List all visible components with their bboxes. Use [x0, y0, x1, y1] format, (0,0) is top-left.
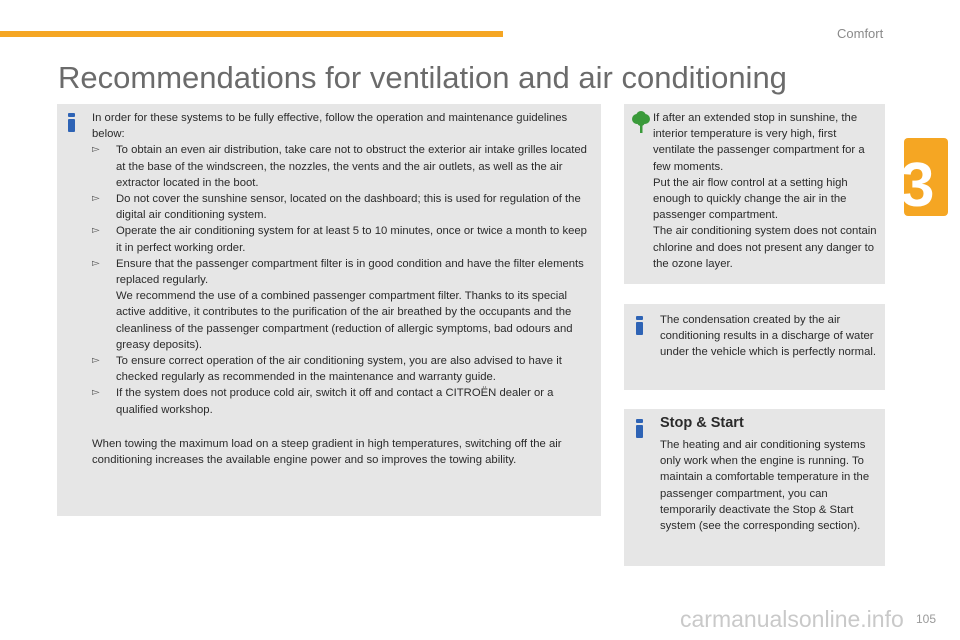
bullet-icon: ▻ — [92, 355, 100, 367]
list-item: ▻ If the system does not produce cold air, switch it off and contact a CITROËN dealer or a qualified workshop. — [92, 387, 554, 416]
towing-note: When towing the maximum load on a steep gradient in high temperatures, switching off the air conditioning increases the available engine power and so improves the towing ability. — [92, 437, 562, 467]
list-item: ▻ Operate the air conditioning system for at least 5 to 10 minutes, once or twice a month to keep it in perfect working order. — [92, 225, 587, 254]
list-item: ▻ Do not cover the sunshine sensor, located on the dashboard; this is used for regulation of the digital air conditioning system. — [92, 193, 581, 222]
list-item: ▻ To obtain an even air distribution, take care not to obstruct the exterior air intake grilles located at the base of the windscreen, the nozzles, the vents and the air outlets, as well as the air extractor located in the boot. — [92, 144, 587, 189]
info-icon — [636, 316, 643, 331]
eco-text: If after an extended stop in sunshine, the interior temperature is very high, first ventilate the passenger compartment for a few moments. Put the air flow control at a setting high enough to quickly change the air in the passenger compartment. The air conditioning system does not contain chlorine and does not present any danger to the ozone layer. — [653, 112, 877, 270]
guidelines-intro: In order for these systems to be fully effective, follow the operation and maintenance guidelines below: — [92, 112, 568, 141]
page-number: 105 — [916, 612, 937, 626]
stopstart-title: Stop & Start — [660, 415, 744, 431]
bullet-icon: ▻ — [92, 144, 100, 156]
bullet-icon: ▻ — [92, 387, 100, 399]
bullet-icon: ▻ — [92, 193, 100, 205]
stopstart-text: The heating and air conditioning systems only work when the engine is running. To maintain a comfortable temperature in the passenger compartment, you can temporarily deactivate the Stop & Start system (see the corresponding section). — [660, 439, 870, 533]
guidelines-list — [92, 142, 594, 417]
condensation-text: The condensation created by the air conditioning results in a discharge of water under the vehicle which is perfectly normal. — [660, 314, 876, 359]
header-accent-bar — [0, 31, 503, 37]
section-label: Comfort — [837, 26, 884, 41]
page-title: Recommendations for ventilation and air conditioning — [58, 60, 787, 95]
info-icon — [68, 113, 75, 128]
bullet-icon: ▻ — [92, 225, 100, 237]
info-icon — [636, 419, 643, 434]
watermark: carmanualsonline.info — [680, 606, 904, 632]
guidelines-text — [92, 110, 594, 468]
chapter-number: 3 — [900, 151, 935, 220]
list-item: ▻ To ensure correct operation of the air conditioning system, you are also advised to have it checked regularly as recommended in the maintenance and warranty guide. — [92, 355, 562, 384]
filter-note: We recommend the use of a combined passenger compartment filter. Thanks to its special active additive, it contributes to the purification of the air breathed by the occupants and the cleanliness of the passenger compartment (reduction of allergic symptoms, bad odours and greasy deposits). — [116, 290, 573, 351]
tree-icon — [630, 111, 652, 133]
bullet-icon: ▻ — [92, 257, 100, 269]
list-item: ▻ Ensure that the passenger compartment filter is in good condition and have the filter elements replaced regularly. We recommend the use of a combined passenger compartment filter. Thanks to its special active additive, it contributes to the purification of the air breathed by the occupants and the cleanliness of the passenger compartment (reduction of allergic symptoms, bad odours and greasy deposits). — [92, 257, 584, 351]
